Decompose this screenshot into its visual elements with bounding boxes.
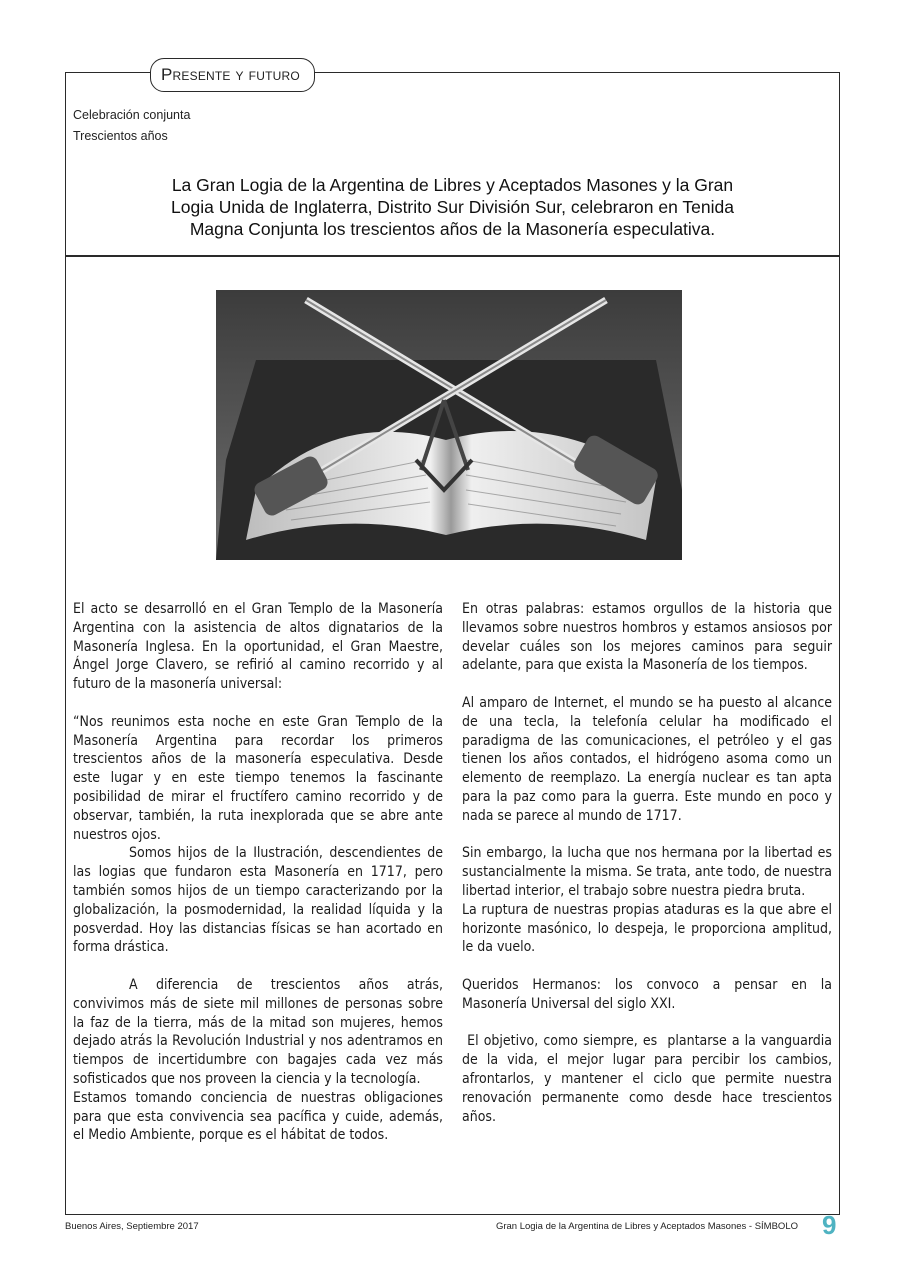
footer-date: Buenos Aires, Septiembre 2017 <box>65 1221 199 1232</box>
paragraph: Sin embargo, la lucha que nos hermana por la libertad es sustancialmente la misma. Se trata, ante todo, de nuestra libertad interior, el trabajo sobre nuestra piedra bruta. <box>462 845 832 899</box>
paragraph: “Nos reunimos esta noche en este Gran Templo de la Masonería Argentina para recordar los primeros trescientos años de la masonería especulativa. Desde este lugar y en este tiempo tenemos la fascinante posibilidad de mirar el fructífero camino recorrido y de observar, también, la ruta inexplorada que se abre ante nuestros ojos. <box>73 713 443 843</box>
paragraph: Estamos tomando conciencia de nuestras obligaciones para que esta convivencia sea pacífica y cuide, además, el Medio Ambiente, porque es el hábitat de todos. <box>73 1089 443 1144</box>
page-number: 9 <box>822 1210 837 1240</box>
paragraph: A diferencia de trescientos años atrás, convivimos más de siete mil millones de personas sobre la faz de la tierra, más de la mitad son mujeres, hemos dejado atrás la Revolución Industrial y nos adentramos en tiempos de incertidumbre con bagajes cada vez más sofisticados que nos proveen la ciencia y la tecnología. <box>73 976 443 1087</box>
bible-swords-photo <box>216 290 682 560</box>
footer-publication: Gran Logia de la Argentina de Libres y Aceptados Masones - SÍMBOLO <box>495 1221 798 1232</box>
kicker-2: Trescientos años <box>73 129 168 143</box>
paragraph: El acto se desarrolló en el Gran Templo de la Masonería Argentina con la asistencia de altos dignatarios de la Masonería Inglesa. En la oportunidad, el Gran Maestre, Ángel Jorge Clavero, se refirió al camino recorrido y al futuro de la masonería universal: <box>73 601 443 693</box>
section-tab <box>150 58 315 92</box>
header-divider <box>66 255 840 257</box>
lead-line: Magna Conjunta los trescientos años de la Masonería especulativa. <box>189 219 716 239</box>
left-column <box>73 600 443 1145</box>
paragraph: Somos hijos de la Ilustración, descendientes de las logias que fundaron esta Masonería en 1717, pero también somos hijos de un tiempo caracterizando por la globalización, la posmodernidad, la realidad líquida y la posverdad. Hoy las distancias físicas se han acortado en forma drástica. <box>73 845 443 956</box>
kicker-1: Celebración conjunta <box>73 108 191 122</box>
paragraph: El objetivo, como siempre, es plantarse a la vanguardia de la vida, el mejor lugar para percibir los cambios, afrontarlos, y mantener el ciclo que permite nuestra renovación permanente como desde hace trescientos años. <box>462 1033 837 1125</box>
lead-paragraph <box>140 174 765 240</box>
paragraph: En otras palabras: estamos orgullos de la historia que llevamos sobre nuestros hombros y estamos ansiosos por develar cuáles son los mejores caminos para seguir adelante, para que exista la Masonería de los tiempos. <box>462 601 832 674</box>
right-column <box>462 600 837 1145</box>
paragraph: Al amparo de Internet, el mundo se ha puesto al alcance de una tecla, la telefonía celular ha modificado el paradigma de las comunicaciones, el petróleo y el gas tienen los años contados, el hidrógeno asoma como un elemento de reemplazo. La energía nuclear es tan apta para la paz como para la guerra. Este mundo en poco y nada se parece al mundo de 1717. <box>462 694 832 824</box>
paragraph: Queridos Hermanos: los convoco a pensar en la Masonería Universal del siglo XXI. <box>462 976 832 1012</box>
paragraph: La ruptura de nuestras propias ataduras es la que abre el horizonte masónico, lo despeja, le proporciona amplitud, le da vuelo. <box>462 901 832 956</box>
lead-line: Logia Unida de Inglaterra, Distrito Sur División Sur, celebraron en Tenida <box>171 197 734 217</box>
lead-line: La Gran Logia de la Argentina de Libres y Aceptados Masones y la Gran <box>171 175 734 195</box>
photo-illustration <box>216 290 682 560</box>
section-title: Presente y futuro <box>161 65 300 84</box>
